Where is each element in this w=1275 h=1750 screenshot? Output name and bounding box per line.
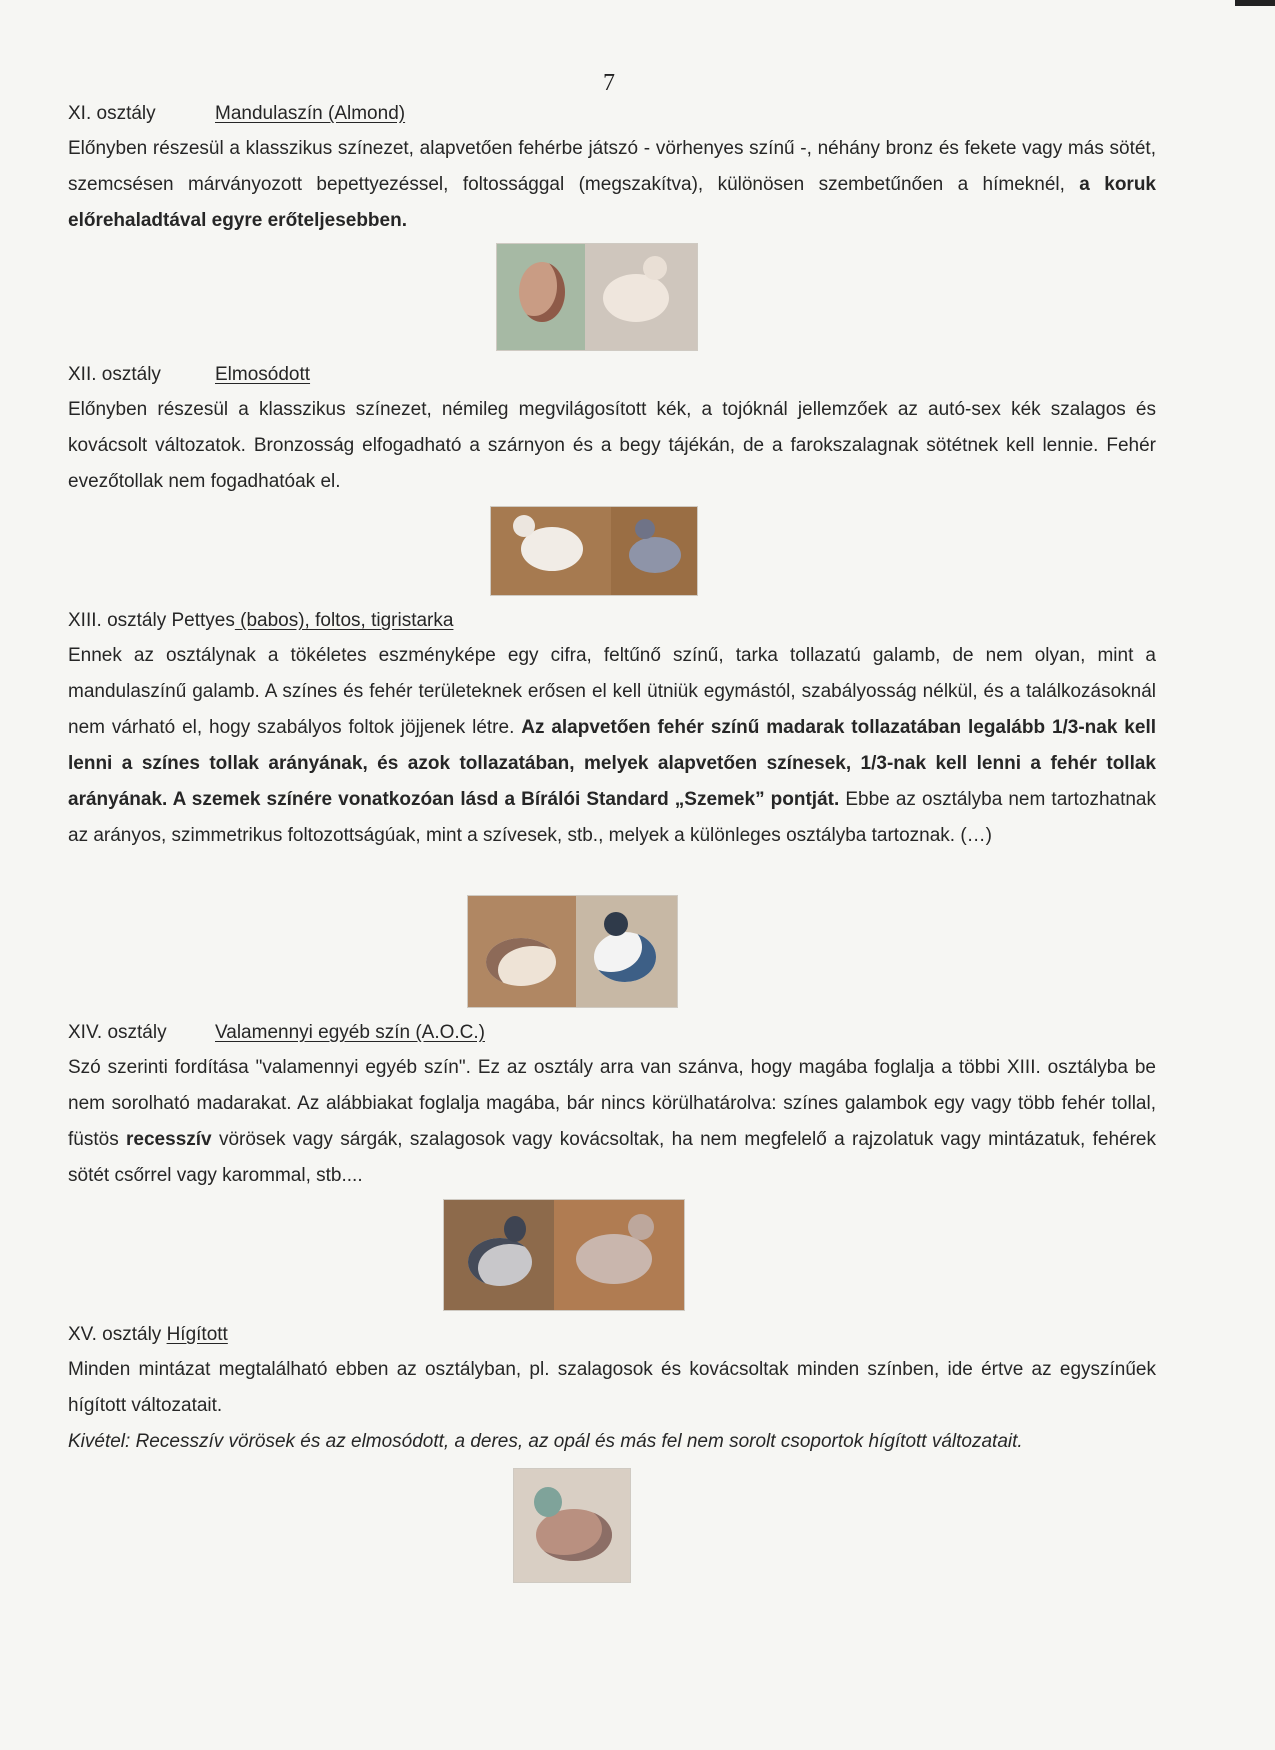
almond-pigeon-figure	[519, 262, 565, 322]
grey-pigeon-figure	[629, 537, 681, 573]
text-run: vörösek vagy sárgák, szalagosok vagy kovácsoltak, ha nem megfelelő a rajzolatuk vagy mintázatuk, fehérek sötét csőrrel vagy karommal, stb....	[68, 1129, 1156, 1186]
pied-pigeon-figure	[594, 932, 656, 982]
text-run-bold: a koruk előrehaladtával egyre erőteljesebben.	[68, 174, 1156, 231]
text-run: Ennek az osztálynak a tökéletes eszményképe egy cifra, feltűnő színű, tarka tollazatú galamb, de nem olyan, mint a mandulaszínű galamb. A színes és fehér területeknek erősen el kell ütniük egymástól, szabályosság nélkül, és a találkozásoknál nem várható el, hogy szabályos foltok jöjjenek létre.	[68, 645, 1156, 738]
section-title: Mandulaszín (Almond)	[215, 103, 406, 124]
pigeon-head	[513, 515, 535, 537]
section-heading-xv	[68, 1323, 228, 1347]
photo-spotted-pigeons	[467, 895, 678, 1008]
text-run: Előnyben részesül a klasszikus színezet, némileg megvilágosított kék, a tojóknál jellemzőek az autó-sex kék szalagos és kovácsolt változatok. Bronzosság elfogadható a szárnyon és a begy tájékán, de a farokszalagnak sötétnek kell lennie. Fehér evezőtollak nem fogadhatóak el.	[68, 399, 1156, 492]
spotted-pigeon-figure	[486, 938, 556, 986]
section-heading-xiv	[68, 1021, 485, 1045]
photo-dun-pigeons	[490, 506, 698, 596]
photo-left-half	[468, 896, 576, 1007]
photo-almond-pigeons	[496, 243, 698, 351]
section-title: Valamennyi egyéb szín (A.O.C.)	[215, 1022, 485, 1043]
photo-right-half	[611, 507, 697, 595]
photo-right-half	[585, 244, 697, 350]
section-text-xiv	[68, 1050, 1156, 1194]
section-text-xi	[68, 131, 1156, 239]
grey-pigeon-figure	[468, 1238, 532, 1286]
text-run: Előnyben részesül a klasszikus színezet, alapvetően fehérbe játszó - vörhenyes színű -, néhány bronz és fekete vagy más sötét, szemcsésen márványozott bepettyezéssel, foltossággal (megszakítva), különösen szembetűnően a hímeknél,	[68, 138, 1156, 195]
photo-left-half	[497, 244, 585, 350]
pigeon-head	[534, 1487, 562, 1517]
photo-left-half	[444, 1200, 554, 1310]
scan-edge-mark	[1235, 0, 1275, 6]
section-heading-xii	[68, 363, 310, 387]
photo-dilute-pigeon	[513, 1468, 631, 1583]
photo-right-half	[576, 896, 677, 1007]
text-run-bold: Az alapvetően fehér színű madarak tollazatában legalább 1/3-nak kell lenni a színes tollak arányának, és azok tollazatában, melyek alapvetően színesek, 1/3-nak kell lenni a fehér tollak arányának. A szemek színére vonatkozóan lásd a Bírálói Standard „Szemek” pontját.	[68, 717, 1156, 810]
photo-left-half	[491, 507, 611, 595]
text-run: Ebbe az osztályba nem tartozhatnak az arányos, szimmetrikus foltozottságúak, mint a szívesek, stb., melyek a különleges osztályba tartoznak. (…)	[68, 789, 1156, 846]
page-number: 7	[603, 70, 615, 96]
section-text-xii	[68, 392, 1156, 500]
section-heading-xiii	[68, 609, 453, 633]
section-title: Elmosódott	[215, 364, 311, 385]
pigeon-head	[643, 256, 667, 280]
section-class: XIV. osztály	[68, 1022, 167, 1043]
section-title: (babos), foltos, tigristarka	[234, 610, 454, 631]
pigeon-head	[628, 1214, 654, 1240]
section-title: Hígított	[166, 1324, 228, 1345]
section-class: XIII. osztály Pettyes	[68, 610, 235, 631]
pigeon-head	[604, 912, 628, 936]
section-class: XII. osztály	[68, 364, 161, 385]
mealy-pigeon-figure	[576, 1234, 652, 1284]
pigeon-head	[504, 1216, 526, 1242]
white-pigeon-figure	[603, 274, 669, 322]
section-heading-xi	[68, 102, 405, 126]
pigeon-head	[635, 519, 655, 539]
photo-right-half	[554, 1200, 684, 1310]
photo-aoc-pigeons	[443, 1199, 685, 1311]
text-run: Minden mintázat megtalálható ebben az osztályban, pl. szalagosok és kovácsoltak minden színben, ide értve az egyszínűek hígított változatait.	[68, 1359, 1156, 1416]
section-text-xv	[68, 1352, 1156, 1460]
text-run: Szó szerinti fordítása "valamennyi egyéb szín". Ez az osztály arra van szánva, hogy magába foglalja a többi XIII. osztályba be nem sorolható madarakat. Az alábbiakat foglalja magába, bár nincs körülhatárolva: színes galambok egy vagy több fehér tollal, füstös	[68, 1057, 1156, 1150]
text-run-bold: recesszív	[126, 1129, 212, 1150]
exception-note: Kivétel: Recesszív vörösek és az elmosódott, a deres, az opál és más fel nem sorolt csoportok hígított változatait.	[68, 1431, 1023, 1452]
section-text-xiii	[68, 638, 1156, 854]
section-class: XV. osztály	[68, 1324, 162, 1345]
section-class: XI. osztály	[68, 103, 156, 124]
